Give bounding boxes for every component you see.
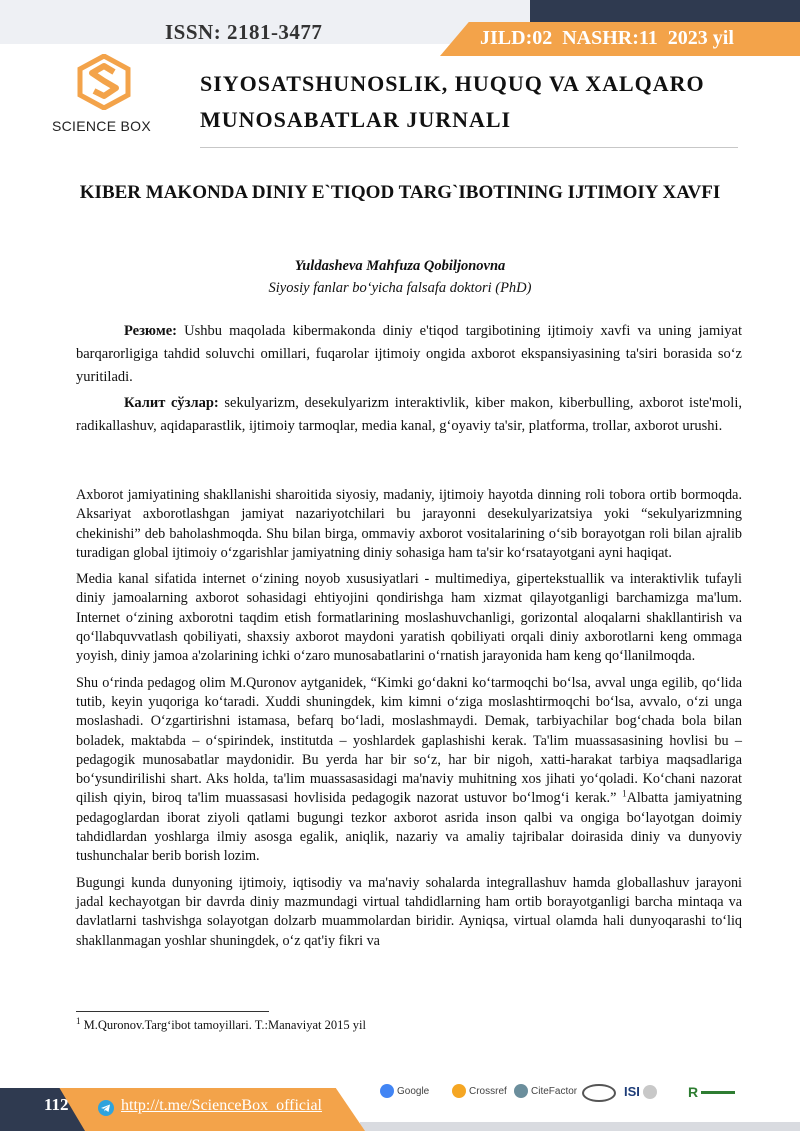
keywords-label: Калит сўзлар: bbox=[124, 395, 219, 411]
abstract bbox=[76, 320, 742, 389]
google-icon bbox=[380, 1084, 394, 1098]
r-logo-bar bbox=[701, 1091, 735, 1094]
footer-gray-bar bbox=[360, 1122, 800, 1131]
volume-issue: JILD:02 NASHR:11 2023 yil bbox=[480, 27, 734, 49]
paragraph-4: Bugungi kunda dunyoning ijtimoiy, iqtisodiy va ma'naviy sohalarda integrallashuv hamda globallashuv jarayoni jadal kechayotgan bir davrda diniy mazmundagi virtual tahdidlarning ham ortib borayotganligi barcha mintaqa va davlatlarni tashvishga solayotgan dolzarb muammolardan biridir. Ayniqsa, virtual olamda hali dunyoqarashi to‘liq shakllanmagan yoshlar shuningdek, o‘z qat'iy fikri va bbox=[76, 874, 742, 949]
footnote-text: M.Quronov.Targ‘ibot tamoyillari. T.:Manaviyat 2015 yil bbox=[80, 1018, 366, 1033]
paragraph-3-rest: Albatta jamiyatning pedagoglardan iborat ziyoli qatlami bugungi tezkor axborot asrida inson qalbi va ongiga bo‘layotgan doimiy tahdidlardan yoshlarga ilmiy asosga egalik, aniqlik, nazariy va amaliy tajribalar doirasida diniy va dunyoviy tushunchalar berib borish lozim. bbox=[76, 790, 742, 865]
paragraph-3-quote: Shu o‘rinda pedagog olim M.Quronov aytganidek, “Kimki go‘dakni ko‘tarmoqchi bo‘lsa, avval unga egilib, qo‘lida tutib, keyin yuqoriga ko‘taradi. Xuddi shuningdek, kim kimni o‘ziga moslashtirmoqchi bo‘lsa, avvalo, o‘zi unga moslashadi. O‘zgartirishni istamasa, befarq bo‘ladi, moslashmaydi. Demak, tarbiyachilar bog‘chada bola bilan boladek, maktabda – o‘spirindek, institutda – yoshlardek gaplashishi kerak. Ta'lim muassasasining hovlisi bu – pedagogik munosabatlar maydonidir. Bu yerda har bir so‘z, har bir nigoh, xatti-harakat tarbiya maqsadlariga bo‘ysundirilishi shart. Aks holda, ta'lim muassasasidagi ma'naviy muhitning xos jihati yo‘qoladi. Ko‘chani nazorat qilish qiyin, biroq ta'lim muassasasi hovlisida pedagogik nazorat ustuvor bo‘lmog‘i kerak.” bbox=[76, 674, 742, 807]
footnote-reference[interactable]: 1 bbox=[622, 788, 627, 799]
index-oval-logo bbox=[582, 1084, 616, 1102]
article-body bbox=[76, 486, 742, 958]
telegram-link[interactable]: http://t.me/ScienceBox_official bbox=[121, 1097, 322, 1114]
index-crossref: Crossref bbox=[452, 1084, 507, 1098]
paragraph-3 bbox=[76, 674, 742, 867]
oval-logo-icon bbox=[582, 1084, 616, 1102]
citefactor-icon bbox=[514, 1084, 528, 1098]
logo-text: SCIENCE BOX bbox=[52, 118, 151, 134]
article-title: KIBER MAKONDA DINIY E`TIQOD TARG`IBOTINING IJTIMOIY XAVFI bbox=[79, 182, 721, 203]
author-name: Yuldasheva Mahfuza Qobiljonovna bbox=[294, 258, 506, 274]
keywords-text: sekulyarizm, desekulyarizm interaktivlik, kiber makon, kiberbulling, axborot iste'moli, radikallashuv, aqidaparastlik, ijtimoiy tarmoqlar, media kanal, g‘oyaviy ta'sir, platforma, trollar, axborot urushi. bbox=[76, 395, 742, 434]
index-citefactor: CiteFactor bbox=[514, 1084, 577, 1098]
issn: ISSN: 2181-3477 bbox=[165, 20, 323, 44]
abstract-text: Ushbu maqolada kibermakonda diniy e'tiqod targibotining ijtimoiy xavfi va uning jamiyat barqarorligiga tahdid soluvchi omillari, fuqarolar ijtimoiy ongida axborot ekspansiyasining ta'siri borasida so‘z yuritiladi. bbox=[76, 323, 742, 385]
science-box-logo-icon bbox=[76, 54, 132, 110]
index-isi: ISI bbox=[624, 1084, 657, 1099]
footnote bbox=[76, 1016, 366, 1033]
footnote-number: 1 bbox=[76, 1016, 81, 1026]
index-r: R bbox=[688, 1084, 735, 1100]
index-google: Google bbox=[380, 1084, 429, 1098]
header-divider bbox=[200, 147, 738, 148]
author-affiliation: Siyosiy fanlar bo‘yicha falsafa doktori (PhD) bbox=[268, 280, 532, 296]
footnote-divider bbox=[76, 1011, 269, 1012]
isi-icon bbox=[643, 1085, 657, 1099]
abstract-label: Резюме: bbox=[124, 323, 177, 339]
crossref-icon bbox=[452, 1084, 466, 1098]
paragraph-2: Media kanal sifatida internet o‘zining noyob xususiyatlari - multimediya, gipertekstuallik va interaktivlik tufayli diniy jamoalarning axborot sohasidagi ehtiyojini qondirishga ham xizmat qilayotganligi barchamizga ma'lum. Internet o‘zining axborotni taqdim etish formatlarining moslashuvchanligi, gorizontal aloqalarni shakllantirish va qo‘llabquvvatlash qobiliyati, shaxsiy axborot maydoni yaratish qobiliyati orqali diniy axborotlarni keng ommaga yoyish, diniy jamoa a'zolarining ichki o‘zaro munosabatlarini o‘rnatish jarayonida ham keng qo‘llanilmoqda. bbox=[76, 571, 742, 665]
journal-title: SIYOSATSHUNOSLIK, HUQUQ VA XALQARO MUNOSABATLAR JURNALI bbox=[200, 71, 705, 132]
page-number: 112 bbox=[44, 1095, 69, 1114]
keywords bbox=[76, 392, 742, 438]
telegram-icon bbox=[98, 1100, 114, 1116]
paragraph-1: Axborot jamiyatining shakllanishi sharoitida siyosiy, madaniy, ijtimoiy hayotda dinning roli tobora ortib bormoqda. Aksariyat axborotlashgan jamiyat nazariyotchilari bu jarayonni desekulyarizatsiya yoki “sekulyarizmning chekinishi” deb baholashmoqda. Shu bilan birga, ommaviy axborot vositalarining o‘sib borayotgan roli bilan ajralib turadigan global ijtimoiy o‘zgarishlar jamiyatning diniy sohasiga ham ta'sir ko‘rsatayotgani ayni haqiqat. bbox=[76, 487, 742, 561]
